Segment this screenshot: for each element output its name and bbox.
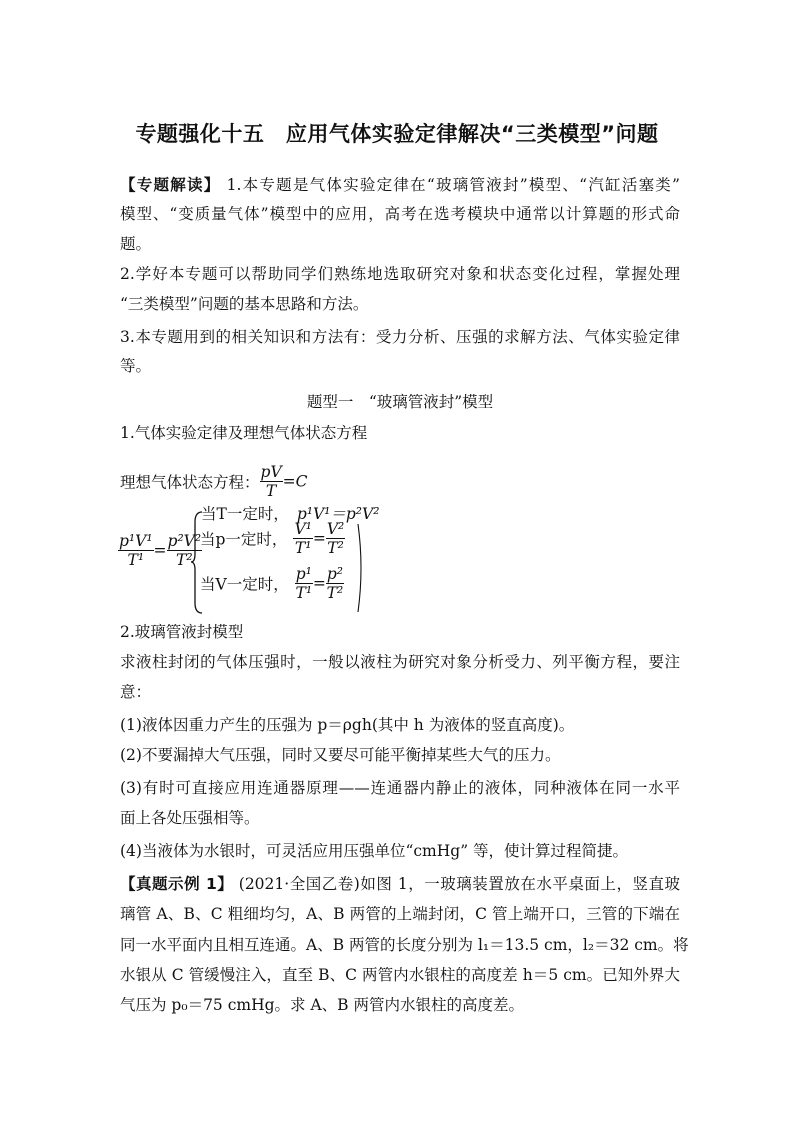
case-t-equation: p¹V¹＝p²V² [296, 505, 380, 523]
model-line-1: 求液柱封闭的气体压强时，一般以液柱为研究对象分析受力、列平衡方程，要注 [120, 653, 680, 671]
example-line-4: 水银从 C 管缓慢注入，直至 B、C 两管内水银柱的高度差 h＝5 cm。已知外界大 [120, 966, 680, 984]
case-p-text: 当p一定时， [200, 530, 288, 549]
case-p-denominator-1: T¹ [294, 539, 312, 557]
case-p-numerator-2: V² [326, 520, 345, 538]
example-line-1 [120, 874, 680, 894]
intro-line-4: 2.学好本专题可以帮助同学们熟练地选取研究对象和状态变化过程，掌握处理 [120, 265, 680, 283]
case-v-fraction-1 [295, 565, 313, 602]
ideal-gas-numerator: pV [260, 463, 282, 481]
case-v-denominator-1: T¹ [295, 584, 313, 602]
subheading-2: 2.玻璃管液封模型 [120, 623, 244, 641]
lhs-fraction-1 [118, 532, 154, 569]
intro-line-2: 模型、“变质量气体”模型中的应用，高考在选考模块中通常以计算题的形式命 [120, 205, 680, 223]
case-p-equals: = [312, 529, 326, 548]
case-v-text: 当V一定时， [200, 575, 289, 594]
lhs-denominator-1: T¹ [127, 551, 145, 569]
lhs-denominator-2: T² [176, 551, 193, 569]
example-label: 【真题示例 1】 [120, 875, 234, 893]
ideal-gas-denominator: T [265, 482, 277, 500]
model-item-3-line-2: 面上各处压强相等。 [120, 809, 260, 827]
intro-line-6: 3.本专题用到的相关知识和方法有：受力分析、压强的求解方法、气体实验定律 [120, 328, 680, 346]
intro-line-3: 题。 [120, 235, 152, 253]
example-line-3: 同一水平面内且相互连通。A、B 两管的长度分别为 l₁＝13.5 cm，l₂＝32 cm。将 [120, 936, 689, 954]
case-constant-p [200, 520, 345, 557]
intro-text: 1.本专题是气体实验定律在“玻璃管液封”模型、“汽缸活塞类” [220, 176, 680, 194]
intro-line-5: “三类模型”问题的基本思路和方法。 [120, 295, 369, 313]
case-constant-v [200, 565, 344, 602]
case-p-fraction-2 [326, 520, 345, 557]
intro-line-1 [120, 175, 680, 195]
right-paren-icon [356, 522, 366, 614]
lhs-equals: = [153, 541, 167, 560]
model-item-3-line-1: (3)有时可直接应用连通器原理——连通器内静止的液体，同种液体在同一水平 [120, 779, 680, 797]
lhs-numerator-1: p¹V¹ [119, 532, 153, 550]
model-item-2: (2)不要漏掉大气压强，同时又要尽可能平衡掉某些大气的压力。 [120, 746, 561, 764]
case-v-numerator-2: p² [326, 565, 343, 583]
model-item-1: (1)液体因重力产生的压强为 p＝ρgh(其中 h 为液体的竖直高度)。 [120, 716, 575, 734]
case-v-denominator-2: T² [326, 584, 344, 602]
subheading-1: 1.气体实验定律及理想气体状态方程 [120, 424, 368, 442]
model-item-4: (4)当液体为水银时，可灵活应用压强单位“cmHg” 等，使计算过程简捷。 [120, 842, 629, 860]
case-v-fraction-2 [326, 565, 344, 602]
case-p-denominator-2: T² [327, 539, 344, 557]
ideal-gas-rhs: =C [282, 472, 308, 491]
lhs-numerator-2: p²V² [167, 532, 202, 550]
ideal-gas-label: 理想气体状态方程： [120, 473, 260, 492]
model-line-2: 意： [120, 683, 152, 701]
section-heading: 题型一 “玻璃管液封”模型 [306, 393, 494, 411]
example-line-5: 气压为 p₀＝75 cmHg。求 A、B 两管内水银柱的高度差。 [120, 996, 524, 1014]
example-line-2: 璃管 A、B、C 粗细均匀，A、B 两管的上端封闭，C 管上端开口，三管的下端在 [120, 905, 680, 923]
case-v-numerator-1: p¹ [295, 565, 312, 583]
case-p-numerator-1: V¹ [294, 520, 312, 538]
case-t-text: 当T一定时， [201, 505, 289, 523]
page-title: 专题强化十五 应用气体实验定律解决“三类模型”问题 [135, 122, 659, 146]
ideal-gas-fraction [260, 463, 283, 500]
ideal-gas-equation [120, 463, 308, 500]
intro-line-7: 等。 [120, 357, 152, 375]
case-v-equals: = [312, 574, 326, 593]
case-p-fraction-1 [293, 520, 312, 557]
intro-label: 【专题解读】 [120, 176, 221, 194]
example-text-1: (2021·全国乙卷)如图 1，一玻璃装置放在水平桌面上，竖直玻 [233, 875, 680, 893]
